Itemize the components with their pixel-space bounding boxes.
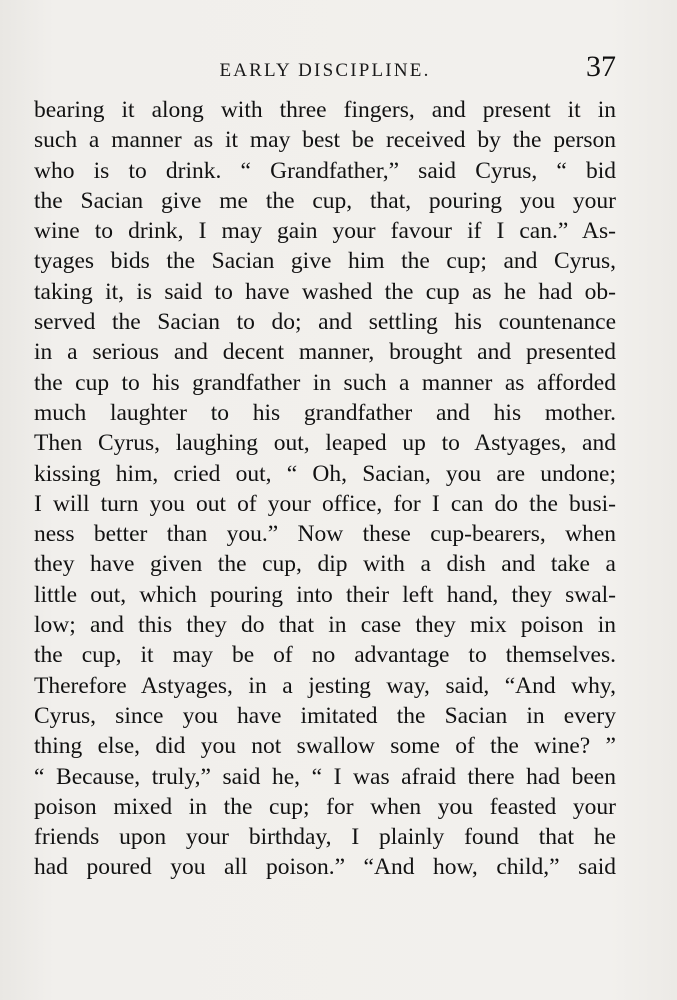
text-line: friends upon your birthday, I plainly found that he — [34, 824, 616, 851]
text-line: had poured you all poison.” “And how, child,” said — [34, 854, 616, 881]
text-line: wine to drink, I may gain your favour if I can.” As- — [34, 218, 616, 245]
text-line: much laughter to his grandfather and his mother. — [34, 399, 616, 426]
text-line: Cyrus, since you have imitated the Sacian in every — [34, 702, 616, 729]
text-line: the cup to his grandfather in such a manner as afforded — [34, 369, 616, 396]
text-line: Therefore Astyages, in a jesting way, said, “And why, — [34, 672, 616, 699]
text-line: thing else, did you not swallow some of the wine? ” — [34, 733, 616, 760]
text-line: the cup, it may be of no advantage to themselves. — [34, 642, 616, 669]
text-line: kissing him, cried out, “ Oh, Sacian, you are undone; — [34, 460, 616, 487]
text-line: who is to drink. “ Grandfather,” said Cyrus, “ bid — [34, 157, 616, 184]
page-number: 37 — [586, 50, 616, 83]
text-line: in a serious and decent manner, brought and presented — [34, 339, 616, 366]
text-line: “ Because, truly,” said he, “ I was afraid there had been — [34, 763, 616, 790]
text-line: taking it, is said to have washed the cup as he had ob- — [34, 278, 616, 305]
text-line: low; and this they do that in case they mix poison in — [34, 612, 616, 639]
text-line: served the Sacian to do; and settling his countenance — [34, 309, 616, 336]
text-line: ness better than you.” Now these cup-bearers, when — [34, 521, 616, 548]
text-line: little out, which pouring into their left hand, they swal- — [34, 581, 616, 608]
body-text — [34, 95, 616, 883]
text-line: they have given the cup, dip with a dish and take a — [34, 551, 616, 578]
text-line: tyages bids the Sacian give him the cup; and Cyrus, — [34, 248, 616, 275]
text-line: such a manner as it may best be received by the person — [34, 127, 616, 154]
text-line: bearing it along with three fingers, and present it in — [34, 97, 616, 123]
running-head — [34, 50, 616, 90]
text-line: poison mixed in the cup; for when you feasted your — [34, 793, 616, 820]
text-line: I will turn you out of your office, for I can do the busi- — [34, 490, 616, 517]
text-line: the Sacian give me the cup, that, pouring you your — [34, 187, 616, 214]
running-title: EARLY DISCIPLINE. — [219, 60, 431, 81]
text-line: Then Cyrus, laughing out, leaped up to Astyages, and — [34, 430, 616, 457]
